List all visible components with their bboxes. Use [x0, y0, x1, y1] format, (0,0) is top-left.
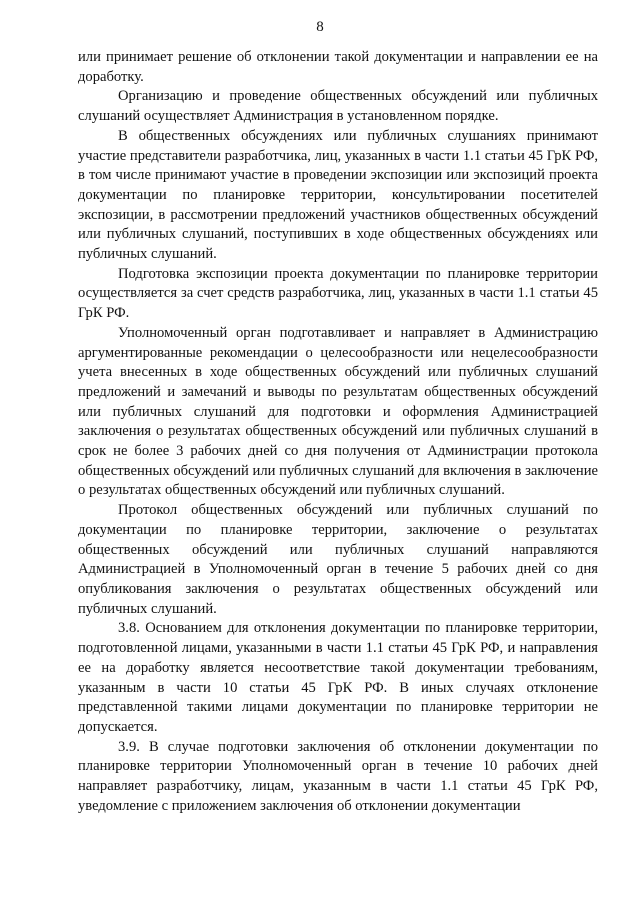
paragraph-continuation: или принимает решение об отклонении такой документации и направлении ее на доработку.: [78, 49, 598, 85]
paragraph-recommendations: Уполномоченный орган подготавливает и направляет в Администрацию аргументированные рекомендации о целесообразности или нецелесообразности учета внесенных в ходе общественных обсуждений или публичных слушаний предложений и замечаний и выводы по результатам общественных обсуждений или публичных слушаний для подготовки и оформления Администрацией заключения о результатах общественных обсуждений или публичных слушаний в срок не более 3 рабочих дней со дня получения от Администрации протокола общественных обсуждений или публичных слушаний для включения в заключение о результатах общественных обсуждений или публичных слушаний.: [78, 324, 598, 499]
paragraph-organization: Организацию и проведение общественных обсуждений или публичных слушаний осуществляет Администрация в установленном порядке.: [78, 88, 598, 125]
page-number: 8: [316, 19, 324, 35]
paragraph-section-3-8: 3.8. Основанием для отклонения документации по планировке территории, подготовленной лицами, указанными в части 1.1 статьи 45 ГрК РФ, и направления ее на доработку является несоответствие такой документации требованиям, указанным в части 10 статьи 45 ГрК РФ. В иных случаях отклонение представленной такими лицами документации по планировке территории не допускается.: [78, 620, 598, 735]
paragraph-protocol: Протокол общественных обсуждений или публичных слушаний по документации по планировке территории, заключение о результатах общественных обсуждений или публичных слушаний направляются Администрацией в Уполномоченный орган в течение 5 рабочих дней со дня опубликования заключения о результатах общественных обсуждений или публичных слушаний.: [78, 502, 598, 617]
paragraph-participants: В общественных обсуждениях или публичных слушаниях принимают участие представители разработчика, лиц, указанных в части 1.1 статьи 45 ГрК РФ, в том числе принимают участие в проведении экспозиции или экспозиций проекта документации по планировке территории, консультировании посетителей экспозиции, в рассмотрении предложений участников общественных обсуждений или публичных слушаний, поступивших в ходе общественных обсуждениях или публичных слушаний.: [78, 127, 598, 263]
paragraph-section-3-9: 3.9. В случае подготовки заключения об отклонении документации по планировке территории Уполномоченный орган в течение 10 рабочих дней направляет разработчику, лицам, указанным в части 1.1 статьи 45 ГрК РФ, уведомление с приложением заключения об отклонении документации: [78, 738, 598, 814]
document-body: [78, 48, 598, 816]
paragraph-exposition-funding: Подготовка экспозиции проекта документации по планировке территории осуществляется за счет средств разработчика, лиц, указанных в части 1.1 статьи 45 ГрК РФ.: [78, 265, 598, 322]
